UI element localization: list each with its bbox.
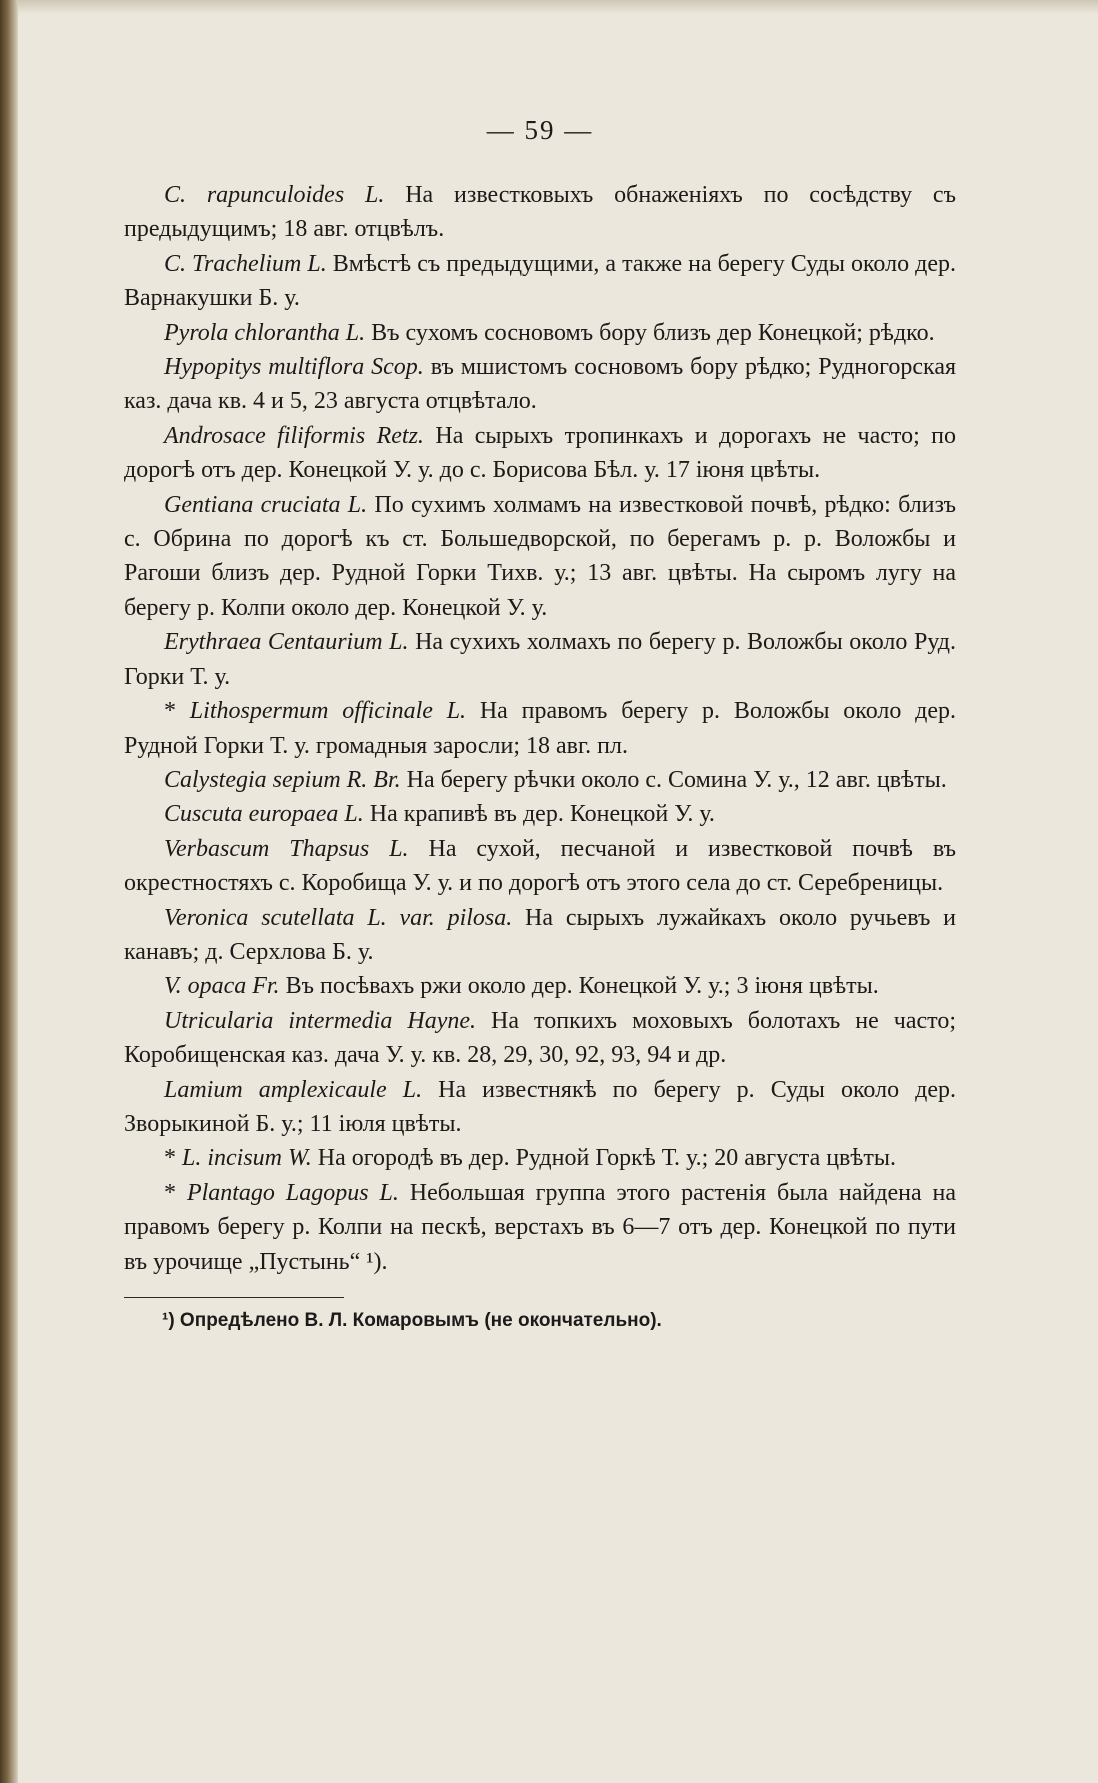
list-item: [124, 625, 956, 694]
list-item: [124, 763, 956, 797]
species-text: На огородѣ въ дер. Рудной Горкѣ Т. у.; 20 августа цвѣты.: [317, 1145, 897, 1172]
species-name: L. incisum W.: [182, 1145, 312, 1172]
species-name: Cuscuta europaea L.: [164, 801, 364, 828]
list-item: [124, 247, 956, 316]
species-text: На известковыхъ обнаженіяхъ по сосѣдству съ предыдущимъ; 18 авг. отцвѣлъ.: [124, 182, 956, 243]
species-name: Calystegia sepium R. Br.: [164, 766, 401, 793]
species-name: Lithospermum officinale L.: [189, 698, 467, 725]
species-name: C. Trachelium L.: [164, 250, 327, 277]
species-name: Erythraea Centaurium L.: [164, 629, 409, 656]
species-name: Veronica scutellata L. var. pilosa.: [164, 904, 513, 931]
footnote-divider: [124, 1297, 344, 1298]
book-spine-edge: [0, 0, 18, 1783]
species-text: На крапивѣ въ дер. Конецкой У. у.: [369, 801, 715, 828]
species-text: На известнякѣ по берегу р. Суды около дер. Зворыкиной Б. у.; 11 іюля цвѣты.: [124, 1076, 956, 1137]
list-item: [124, 832, 956, 901]
list-item: [124, 797, 956, 831]
species-name: Lamium amplexicaule L.: [164, 1076, 423, 1103]
list-item: [124, 1004, 956, 1073]
page-top-edge: [0, 0, 1098, 14]
list-item: [124, 178, 956, 247]
species-text: На сухихъ холмахъ по берегу р. Воложбы около Руд. Горки Т. у.: [124, 629, 957, 690]
species-text: На правомъ берегу р. Воложбы около дер. Рудной Горки Т. у. громадныя заросли; 18 авг. пл.: [124, 698, 957, 759]
list-item: [124, 969, 956, 1003]
list-item: [124, 350, 956, 419]
species-name: V. opaca Fr.: [164, 973, 280, 1000]
entry-star: *: [164, 1145, 182, 1172]
page-body: [124, 112, 956, 1334]
species-text: На сухой, песчаной и известковой почвѣ въ окрестностяхъ с. Коробища У. у. и по дорогѣ отъ этого села до ст. Серебреницы.: [124, 835, 957, 897]
entry-star: *: [164, 1179, 187, 1206]
species-name: C. rapunculoides L.: [164, 182, 385, 208]
species-text: На берегу рѣчки около с. Сомина У. у., 12 авг. цвѣты.: [406, 766, 947, 793]
species-name: Androsace filiformis Retz.: [164, 422, 424, 449]
list-item: [124, 1073, 956, 1142]
list-item: [124, 316, 956, 350]
species-name: Verbascum Thapsus L.: [164, 835, 409, 862]
species-name: Gentiana cruciata L.: [164, 491, 368, 518]
list-item: [124, 488, 956, 626]
species-text: На топкихъ моховыхъ болотахъ не часто; Коробищенская каз. дача У. у. кв. 28, 29, 30, 92, 93, 94 и др.: [124, 1007, 957, 1069]
species-text: Небольшая группа этого растенія была найдена на правомъ берегу р. Колпи на пескѣ, верстахъ въ 6—7 отъ дер. Конецкой по пути въ урочище „Пустынь“ ¹).: [124, 1179, 957, 1275]
species-name: Plantago Lagopus L.: [186, 1179, 399, 1206]
species-text: Вмѣстѣ съ предыдущими, а также на берегу Суды около дер. Варнакушки Б. у.: [124, 250, 956, 312]
species-name: Pyrola chlorantha L.: [164, 319, 366, 346]
species-name: Hypopitys multiflora Scop.: [164, 354, 424, 381]
page-number: — 59 —: [486, 115, 594, 145]
entry-star: *: [164, 698, 190, 725]
species-text: На сырыхъ тропинкахъ и дорогахъ не часто; по дорогѣ отъ дер. Конецкой У. у. до с. Борисова Бѣл. у. 17 іюня цвѣты.: [124, 422, 957, 484]
list-item: [124, 901, 956, 970]
species-text: На сырыхъ лужайкахъ около ручьевъ и канавъ; д. Серхлова Б. у.: [124, 904, 956, 965]
list-item: [124, 419, 956, 488]
species-name: Utricularia intermedia Hayne.: [164, 1007, 477, 1034]
species-text: По сухимъ холмамъ на известковой почвѣ, рѣдко: близъ с. Обрина по дорогѣ къ ст. Большедворской, по берегамъ р. р. Воложбы и Рагоши близъ дер. Рудной Горки Тихв. у.; 13 авг. цвѣты. На сыромъ лугу на берегу р. Колпи около дер. Конецкой У. у.: [124, 491, 957, 621]
list-item: [124, 1176, 956, 1279]
list-item: [124, 694, 956, 763]
list-item: [124, 1141, 956, 1175]
species-text: Въ посѣвахъ ржи около дер. Конецкой У. у.; 3 іюня цвѣты.: [285, 973, 879, 1000]
footnote: ¹) Опредѣлено В. Л. Комаровымъ (не окончательно).: [162, 1310, 662, 1331]
species-text: Въ сухомъ сосновомъ бору близъ дер Конецкой; рѣдко.: [371, 319, 935, 346]
species-text: въ мшистомъ сосновомъ бору рѣдко; Рудногорская каз. дача кв. 4 и 5, 23 августа отцвѣтало.: [124, 354, 957, 415]
species-list: [124, 178, 956, 1279]
